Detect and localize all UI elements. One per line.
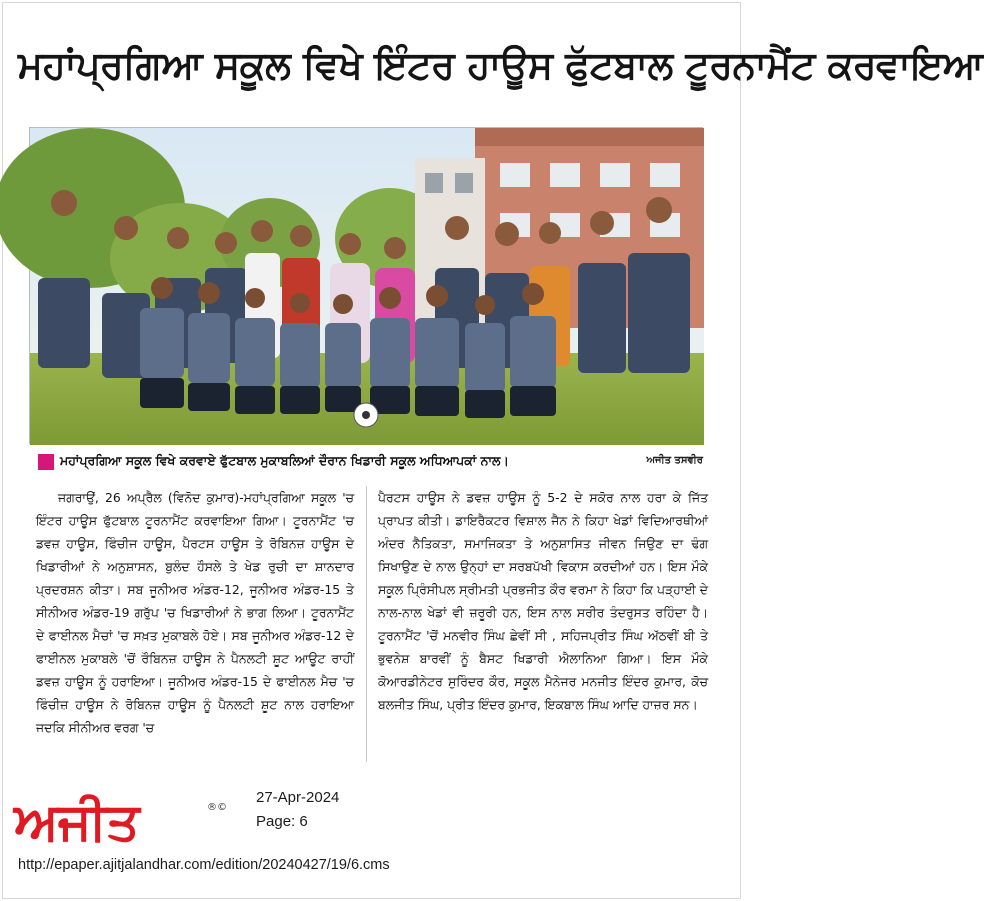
registered-mark: ®© [207,802,227,813]
article-column-left: ਜਗਰਾਉਂ, 26 ਅਪ੍ਰੈਲ (ਵਿਨੋਦ ਕੁਮਾਰ)-ਮਹਾਂਪ੍ਰਗਿਆ ਸਕੂਲ 'ਚ ਇੰਟਰ ਹਾਊਸ ਫੁੱਟਬਾਲ ਟੂਰਨਾਮੈਂਟ ਕਰਵਾਇਆ ਗਿਆ। ਟੂਰਨਾਮੈਂਟ 'ਚ ਡਵਜ਼ ਹਾਊਸ, ਫਿੰਚੀਜ ਹਾਊਸ, ਪੈਰਟਸ ਹਾਊਸ ਤੇ ਰੋਬਿਨਜ਼ ਹਾਊਸ ਦੇ ਖਿਡਾਰੀਆਂ ਨੇ ਅਨੁਸ਼ਾਸਨ, ਬੁਲੰਦ ਹੌਸਲੇ ਤੇ ਖੇਡ ਰੁਚੀ ਦਾ ਸ਼ਾਨਦਾਰ ਪ੍ਰਦਰਸ਼ਨ ਕੀਤਾ। ਸਬ ਜੂਨੀਅਰ ਅੰਡਰ-12, ਜੂਨੀਅਰ ਅੰਡਰ-15 ਤੇ ਸੀਨੀਅਰ ਅੰਡਰ-19 ਗਰੁੱਪ 'ਚ ਖਿਡਾਰੀਆਂ ਨੇ ਭਾਗ ਲਿਆ। ਟੂਰਨਾਮੈਂਟ ਦੇ ਫਾਈਨਲ ਮੈਚਾਂ 'ਚ ਸਖ਼ਤ ਮੁਕਾਬਲੇ ਹੋਏ। ਸਬ ਜੂਨੀਅਰ ਅੰਡਰ-12 ਦੇ ਫਾਈਨਲ ਮੁਕਾਬਲੇ 'ਚੋਂ ਰੌਬਿਨਜ਼ ਹਾਊਸ ਨੇ ਪੈਨਲਟੀ ਸ਼ੂਟ ਆਊਟ ਰਾਹੀਂ ਡਵਜ਼ ਹਾਊਸ ਨੂੰ ਹਰਾਇਆ। ਜੂਨੀਅਰ ਅੰਡਰ-15 ਦੇ ਫਾਈਨਲ ਮੈਚ 'ਚ ਫਿੰਚੀਜ਼ ਹਾਊਸ ਨੇ ਰੋਬਿਨਜ਼ ਹਾਊਸ ਨੂੰ ਪੈਨਲਟੀ ਸ਼ੂਟ ਨਾਲ ਹਰਾਇਆ ਜਦਕਿ ਸੀਨੀਅਰ ਵਰਗ 'ਚ [36,490,354,735]
edition-date: 27-Apr-2024 [256,789,340,806]
source-url: http://epaper.ajitjalandhar.com/edition/20240427/19/6.cms [18,857,390,873]
photo-illustration [30,128,704,445]
edition-page: Page: 6 [256,813,308,830]
newspaper-logo [14,791,232,852]
logo-wordmark: ਅਜੀਤ [14,791,139,852]
news-photo [29,127,703,444]
caption-marker [38,454,54,470]
headline: ਮਹਾਂਪ੍ਰਗਿਆ ਸਕੂਲ ਵਿਖੇ ਇੰਟਰ ਹਾਊਸ ਫੁੱਟਬਾਲ ਟੂਰਨਾਮੈਂਟ ਕਰਵਾਇਆ [18,43,984,87]
photo-caption [38,452,703,474]
column-divider [366,486,367,762]
caption-text: ਮਹਾਂਪ੍ਰਗਿਆ ਸਕੂਲ ਵਿਖੇ ਕਰਵਾਏ ਫੁੱਟਬਾਲ ਮੁਕਾਬਲਿਆਂ ਦੌਰਾਨ ਖਿਡਾਰੀ ਸਕੂਲ ਅਧਿਆਪਕਾਂ ਨਾਲ। [60,453,509,468]
photo-credit: ਅਜੀਤ ਤਸਵੀਰ [646,455,703,466]
article-column-right: ਪੈਰਟਸ ਹਾਊਸ ਨੇ ਡਵਜ਼ ਹਾਊਸ ਨੂੰ 5-2 ਦੇ ਸਕੋਰ ਨਾਲ ਹਰਾ ਕੇ ਜਿੱਤ ਪ੍ਰਾਪਤ ਕੀਤੀ। ਡਾਇਰੈਕਟਰ ਵਿਸ਼ਾਲ ਜੈਨ ਨੇ ਕਿਹਾ ਖੇਡਾਂ ਵਿਦਿਆਰਥੀਆਂ ਅੰਦਰ ਨੈਤਿਕਤਾ, ਸਮਾਜਿਕਤਾ ਤੇ ਅਨੁਸ਼ਾਸਿਤ ਜੀਵਨ ਜਿਉਣ ਦਾ ਢੰਗ ਸਿਖਾਉਣ ਦੇ ਨਾਲ ਉਨ੍ਹਾਂ ਦਾ ਸਰਬਪੱਖੀ ਵਿਕਾਸ ਕਰਦੀਆਂ ਹਨ। ਇਸ ਮੌਕੇ ਸਕੂਲ ਪ੍ਰਿੰਸੀਪਲ ਸ੍ਰੀਮਤੀ ਪ੍ਰਭਜੀਤ ਕੌਰ ਵਰਮਾ ਨੇ ਕਿਹਾ ਕਿ ਪੜ੍ਹਾਈ ਦੇ ਨਾਲ-ਨਾਲ ਖੇਡਾਂ ਵੀ ਜ਼ਰੂਰੀ ਹਨ, ਇਸ ਨਾਲ ਸਰੀਰ ਤੰਦਰੁਸਤ ਰਹਿੰਦਾ ਹੈ। ਟੂਰਨਾਮੈਂਟ 'ਚੋਂ ਮਨਵੀਰ ਸਿੰਘ ਛੇਵੀਂ ਸੀ , ਸਹਿਜਪ੍ਰੀਤ ਸਿੰਘ ਅੱਠਵੀਂ ਬੀ ਤੇ ਭੁਵਨੇਸ਼ ਬਾਰਵੀਂ ਨੂੰ ਬੈਸਟ ਖਿਡਾਰੀ ਐਲਾਨਿਆ ਗਿਆ। ਇਸ ਮੌਕੇ ਕੋਆਰਡੀਨੇਟਰ ਸੁਰਿੰਦਰ ਕੌਰ, ਸਕੂਲ ਮੈਨੇਜਰ ਮਨਜੀਤ ਇੰਦਰ ਕੁਮਾਰ, ਕੋਚ ਬਲਜੀਤ ਸਿੰਘ, ਪ੍ਰੀਤ ਇੰਦਰ ਕੁਮਾਰ, ਇਕਬਾਲ ਸਿੰਘ ਆਦਿ ਹਾਜ਼ਰ ਸਨ। [378,490,708,712]
